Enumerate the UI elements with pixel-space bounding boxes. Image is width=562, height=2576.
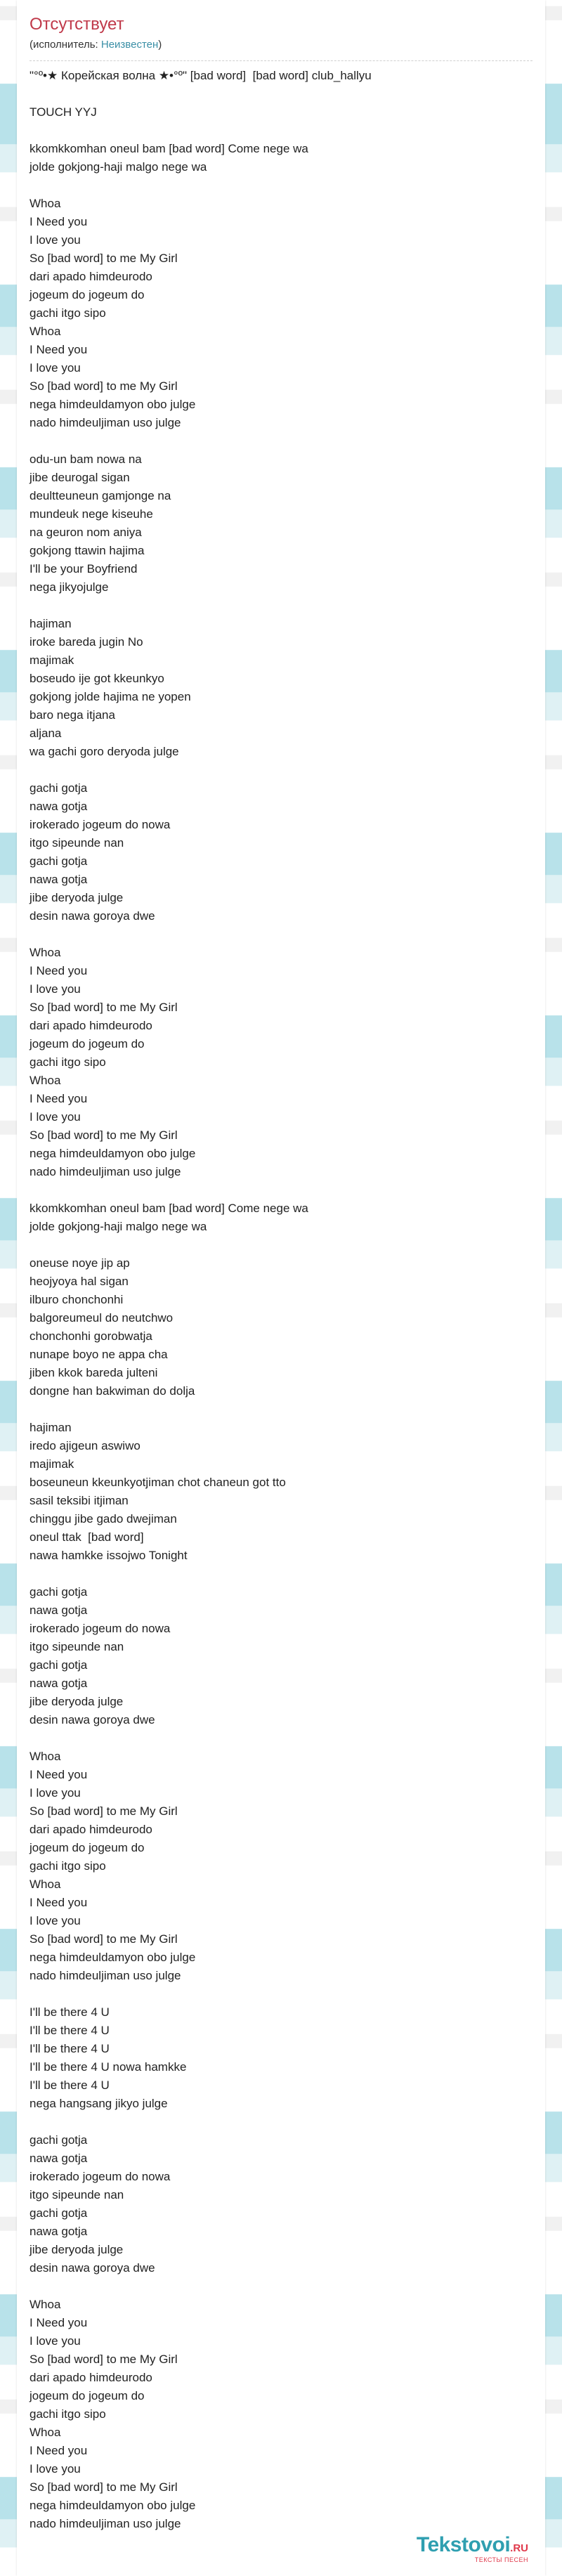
lyric-line: nawa gotja [30,1677,88,1690]
lyric-line: nega himdeuldamyon obo julge [30,1147,196,1160]
lyric-line: Whoa [30,2426,61,2439]
artist-link[interactable]: Неизвестен [100,39,159,51]
lyric-line: Whoa [30,2298,61,2311]
lyric-line: I love you [30,361,81,375]
lyric-line: I love you [30,2334,81,2348]
lyric-line: gokjong ttawin hajima [30,544,145,557]
lyrics-stanza [30,1419,532,1565]
lyric-line: I'll be there 4 U [30,2024,110,2037]
lyric-line: aljana [30,727,62,740]
lyric-line: kkomkkomhan oneul bam [bad word] Come nege wa [30,142,308,155]
lyric-line: I Need you [30,1768,88,1781]
lyric-line: gachi gotja [30,854,88,868]
lyric-line: iroke bareda jugin No [30,635,143,649]
lyric-line: jiben kkok bareda julteni [30,1366,158,1379]
lyric-line: gachi itgo sipo [30,1055,106,1069]
lyric-line: So [bad word] to me My Girl [30,2353,178,2366]
lyric-line: I love you [30,982,81,996]
lyric-line: gachi gotja [30,781,88,795]
lyric-line: nega jikyojulge [30,580,109,594]
lyric-line: boseuneun kkeunkyotjiman chot chaneun got tto [30,1476,286,1489]
lyric-line: irokerado jogeum do nowa [30,1622,171,1635]
lyric-line: majimak [30,653,74,667]
lyric-line: jolde gokjong-haji malgo nege wa [30,1220,207,1233]
lyric-line: Whoa [30,946,61,959]
lyric-line: jogeum do jogeum do [30,1841,145,1854]
lyric-line: I love you [30,2462,81,2476]
lyric-line: So [bad word] to me My Girl [30,2480,178,2494]
lyrics-stanza [30,2131,532,2277]
lyric-line: nawa gotja [30,800,88,813]
lyrics-stanza [30,1748,532,1985]
lyric-line: itgo sipeunde nan [30,2188,124,2201]
lyric-line: gachi gotja [30,1585,88,1599]
logo-wordmark: Tekstovoi [416,2533,511,2556]
lyric-line: Whoa [30,325,61,338]
lyric-line: nado himdeuljiman uso julge [30,2517,181,2530]
lyrics-stanza [30,103,532,122]
lyric-line: gokjong jolde hajima ne yopen [30,690,191,703]
lyric-line: I love you [30,233,81,247]
lyric-line: nado himdeuljiman uso julge [30,1165,181,1178]
lyric-line: Whoa [30,197,61,210]
lyric-line: nado himdeuljiman uso julge [30,416,181,429]
lyric-line: oneuse noye jip ap [30,1256,130,1270]
lyric-line: So [bad word] to me My Girl [30,379,178,393]
lyrics-stanza [30,944,532,1181]
lyric-line: desin nawa goroya dwe [30,909,155,923]
lyric-line: nega himdeuldamyon obo julge [30,398,196,411]
lyric-line: So [bad word] to me My Girl [30,1128,178,1142]
lyric-line: I Need you [30,2444,88,2457]
lyric-line: nega himdeuldamyon obo julge [30,2499,196,2512]
lyric-line: deultteuneun gamjonge na [30,489,171,502]
lyric-line: odu-un bam nowa na [30,453,142,466]
song-title: Отсутствует [30,15,124,34]
lyric-line: chinggu jibe gado dwejiman [30,1512,177,1526]
lyric-line: I'll be there 4 U [30,2079,110,2092]
lyric-line: So [bad word] to me My Girl [30,1001,178,1014]
lyric-line: nega himdeuldamyon obo julge [30,1951,196,1964]
lyric-line: I love you [30,1786,81,1800]
lyric-line: gachi gotja [30,2206,88,2220]
lyric-line: iredo ajigeun aswiwo [30,1439,140,1452]
lyric-line: wa gachi goro deryoda julge [30,745,179,758]
lyric-line: dari apado himdeurodo [30,270,152,283]
lyric-line: nado himdeuljiman uso julge [30,1969,181,1982]
lyrics-stanza [30,450,532,597]
artist-suffix: ) [158,39,162,51]
lyrics-stanza [30,2296,532,2533]
lyric-line: I Need you [30,1896,88,1909]
lyric-line: itgo sipeunde nan [30,1640,124,1653]
lyric-line: "°º•★ Корейская волна ★•°º" [bad word] [bad word] club_hallyu [30,69,372,82]
lyric-line: boseudo ije got kkeunkyo [30,672,164,685]
lyric-line: nawa gotja [30,2225,88,2238]
lyric-line: I love you [30,1914,81,1927]
lyric-line: Whoa [30,1074,61,1087]
artist-line [30,38,532,52]
lyric-line: jogeum do jogeum do [30,1037,145,1050]
lyric-line: nawa hamkke issojwo Tonight [30,1549,188,1562]
lyric-line: kkomkkomhan oneul bam [bad word] Come nege wa [30,1202,308,1215]
lyric-line: jolde gokjong-haji malgo nege wa [30,160,207,174]
lyric-line: I'll be there 4 U [30,2005,110,2019]
lyric-line: I Need you [30,343,88,356]
lyric-line: nawa gotja [30,1604,88,1617]
logo-domain: .RU [510,2542,528,2554]
lyric-line: gachi itgo sipo [30,1859,106,1873]
lyric-line: na geuron nom aniya [30,526,142,539]
logo-tagline: ТЕКСТЫ ПЕСЕН [474,2556,528,2563]
lyric-line: Whoa [30,1878,61,1891]
lyric-line: I'll be your Boyfriend [30,562,138,575]
lyric-line: heojyoya hal sigan [30,1275,129,1288]
lyric-line: desin nawa goroya dwe [30,1713,155,1726]
lyric-line: itgo sipeunde nan [30,836,124,850]
lyrics-stanza [30,140,532,176]
lyric-line: I Need you [30,1092,88,1105]
lyric-line: Whoa [30,1750,61,1763]
lyric-line: nega hangsang jikyo julge [30,2097,168,2110]
lyric-line: I Need you [30,215,88,228]
lyric-line: I love you [30,1110,81,1124]
lyrics-page [17,0,545,2576]
lyric-line: jogeum do jogeum do [30,288,145,301]
lyric-line: So [bad word] to me My Girl [30,1804,178,1818]
lyric-line: mundeuk nege kiseuhe [30,507,153,521]
lyrics-stanza [30,1254,532,1400]
lyric-line: I'll be there 4 U [30,2042,110,2055]
song-header [17,0,545,56]
lyric-line: I Need you [30,2316,88,2329]
lyric-line: gachi gotja [30,2133,88,2147]
lyric-line: baro nega itjana [30,708,115,722]
lyric-line: oneul ttak [bad word] [30,1530,144,1544]
lyric-line: nunape boyo ne appa cha [30,1348,168,1361]
lyric-line: dongne han bakwiman do dolja [30,1384,195,1398]
lyrics-stanza [30,67,532,85]
lyric-line: dari apado himdeurodo [30,1019,152,1032]
lyric-line: hajiman [30,617,72,630]
lyric-line: So [bad word] to me My Girl [30,252,178,265]
lyric-line: dari apado himdeurodo [30,1823,152,1836]
lyric-line: nawa gotja [30,873,88,886]
lyric-line: jibe deurogal sigan [30,471,130,484]
lyrics-stanza [30,615,532,761]
lyric-line: TOUCH YYJ [30,105,97,119]
lyrics-stanza [30,1199,532,1236]
lyric-line: gachi itgo sipo [30,306,106,320]
lyric-line: I'll be there 4 U nowa hamkke [30,2060,187,2074]
lyric-line: So [bad word] to me My Girl [30,1932,178,1946]
lyric-line: chonchonhi gorobwatja [30,1329,152,1343]
lyric-line: balgoreumeul do neutchwo [30,1311,174,1325]
lyric-line: dari apado himdeurodo [30,2371,152,2384]
site-logo[interactable] [417,2534,528,2563]
lyric-line: gachi itgo sipo [30,2407,106,2421]
lyric-line: irokerado jogeum do nowa [30,2170,171,2183]
lyrics-stanza [30,779,532,925]
lyric-line: I Need you [30,964,88,977]
lyric-line: irokerado jogeum do nowa [30,818,171,831]
lyric-line: hajiman [30,1421,72,1434]
lyric-line: jibe deryoda julge [30,1695,124,1708]
lyric-line: jibe deryoda julge [30,2243,124,2256]
lyrics-stanza [30,2003,532,2113]
lyrics-stanza [30,195,532,432]
lyric-line: desin nawa goroya dwe [30,2261,155,2275]
lyric-line: sasil teksibi itjiman [30,1494,129,1507]
lyrics-body [17,61,545,2533]
lyric-line: majimak [30,1457,74,1471]
lyric-line: ilburo chonchonhi [30,1293,124,1306]
lyric-line: jibe deryoda julge [30,891,124,904]
lyrics-stanza [30,1583,532,1729]
lyric-line: jogeum do jogeum do [30,2389,145,2402]
lyric-line: gachi gotja [30,1658,88,1672]
lyric-line: nawa gotja [30,2152,88,2165]
artist-prefix: (исполнитель: [30,39,101,51]
